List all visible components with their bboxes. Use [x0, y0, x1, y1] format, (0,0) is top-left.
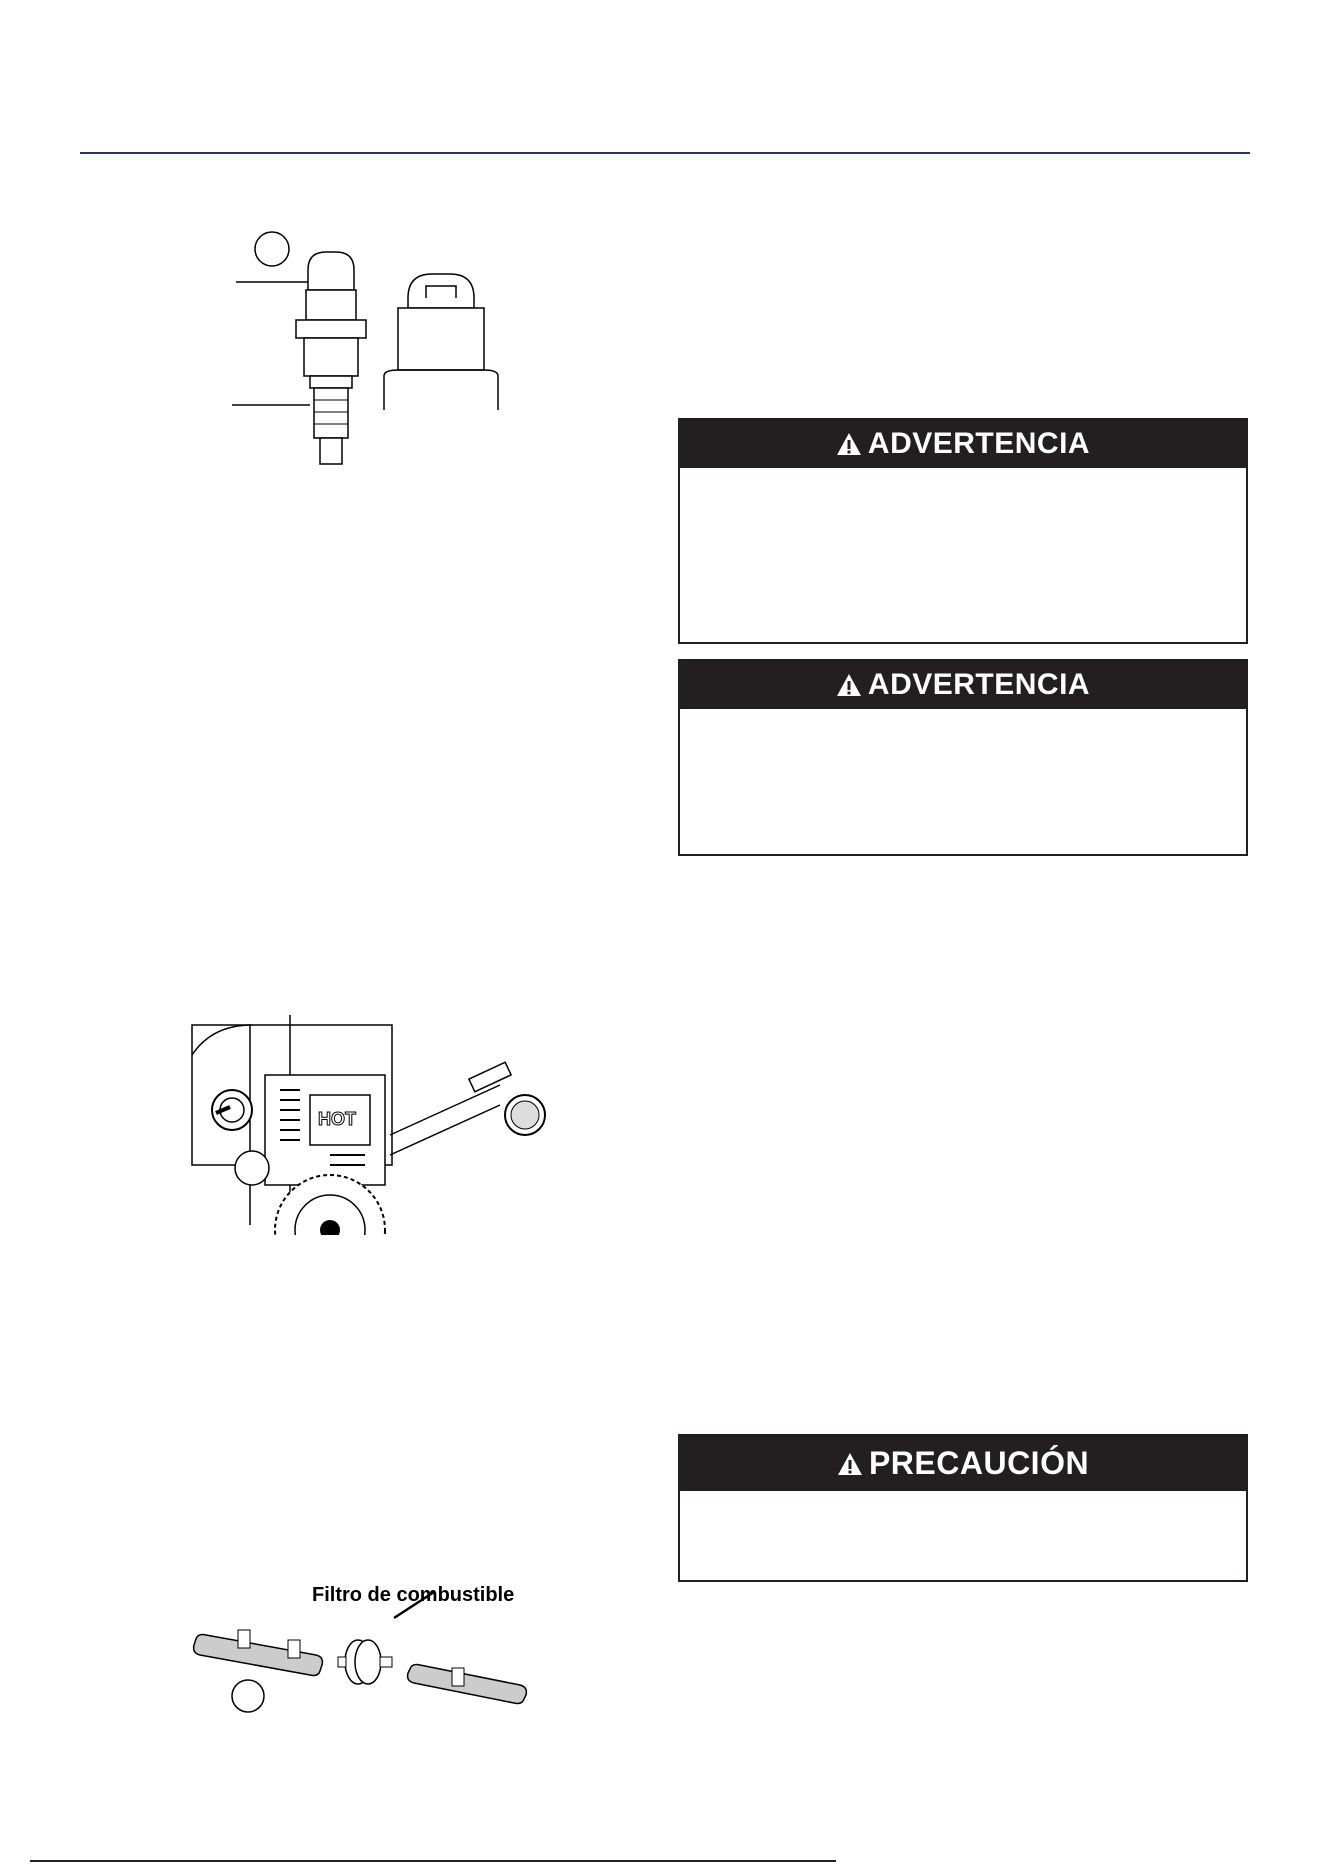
warning-box	[678, 418, 1248, 644]
warning-header	[680, 661, 1246, 709]
caution-header	[680, 1436, 1246, 1491]
fuel-filter-label: Filtro de combustible	[312, 1584, 515, 1606]
footer-rule	[30, 1860, 836, 1862]
header-rule	[80, 152, 1250, 154]
fuel-filter-illustration	[190, 1580, 550, 1730]
warning-triangle-icon	[836, 432, 862, 456]
warning-header	[680, 420, 1246, 468]
generator-illustration	[190, 1015, 550, 1235]
generator-logo: HOT	[318, 1109, 356, 1129]
warning-triangle-icon	[837, 1452, 863, 1476]
caution-box	[678, 1434, 1248, 1582]
spark-plug-illustration	[220, 220, 500, 480]
warning-title: ADVERTENCIA	[867, 427, 1091, 460]
caution-title: PRECAUCIÓN	[868, 1445, 1090, 1481]
warning-box	[678, 659, 1248, 856]
warning-triangle-icon	[836, 673, 862, 697]
warning-title: ADVERTENCIA	[867, 668, 1091, 701]
